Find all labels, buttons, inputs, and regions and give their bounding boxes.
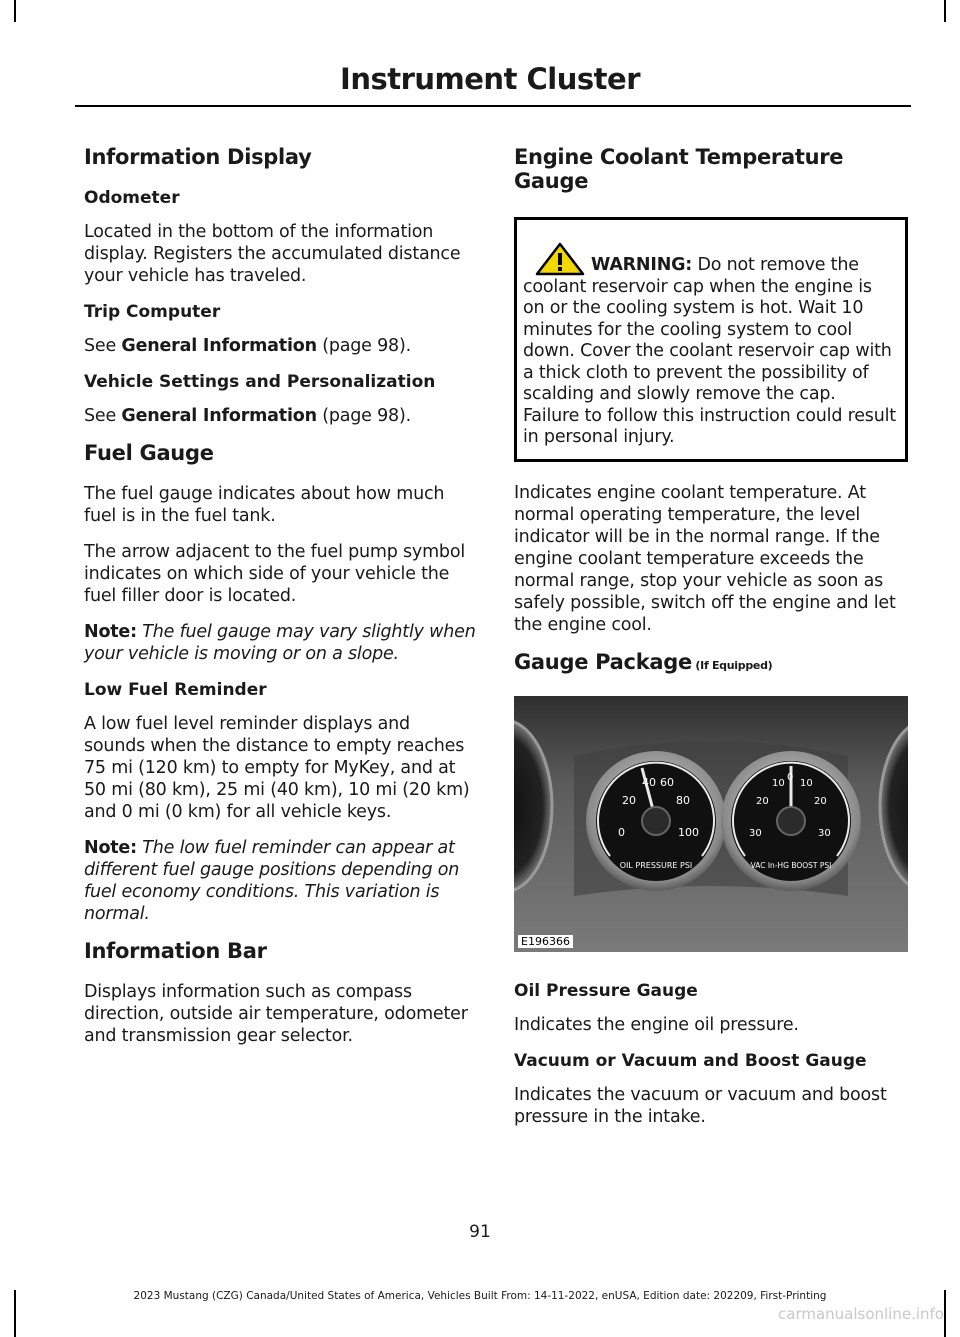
svg-text:60: 60 bbox=[660, 775, 674, 789]
gauge-illustration bbox=[514, 696, 908, 952]
low-fuel-note: Note: The low fuel reminder can appear at different fuel gauge positions depending on fuel economy conditions. This variation is normal. bbox=[84, 838, 460, 924]
information-bar-text: Displays information such as compass direction, outside air temperature, odometer and transmission gear selector. bbox=[84, 982, 468, 1046]
subheading-vehicle-settings: Vehicle Settings and Personalization bbox=[84, 372, 436, 392]
svg-text:30: 30 bbox=[818, 827, 831, 839]
warning-label: WARNING: bbox=[591, 255, 693, 275]
crop-mark bbox=[944, 0, 946, 22]
low-fuel-text: A low fuel level reminder displays and sounds when the distance to empty reaches 75 mi (120 km) to empty for MyKey, and at 50 mi (80 km), 25 mi (40 km), 10 mi (20 km) and 0 mi (0 km) for all vehicle keys. bbox=[84, 714, 470, 822]
odometer-text: Located in the bottom of the information display. Registers the accumulated distance your vehicle has traveled. bbox=[84, 222, 461, 286]
left-column bbox=[84, 145, 476, 1061]
svg-text:0: 0 bbox=[618, 825, 625, 839]
footer-edition: 2023 Mustang (CZG) Canada/United States of America, Vehicles Built From: 14-11-2022, enUSA, Edition date: 202209, First-Printing bbox=[133, 1290, 827, 1302]
fuel-gauge-note: Note: The fuel gauge may vary slightly when your vehicle is moving or on a slope. bbox=[84, 622, 476, 664]
right-column bbox=[514, 145, 908, 1142]
warning-triangle-icon bbox=[535, 242, 585, 276]
page-title: Instrument Cluster bbox=[340, 62, 640, 96]
section-heading-information-bar: Information Bar bbox=[84, 939, 267, 963]
svg-text:100: 100 bbox=[678, 825, 699, 839]
section-heading-coolant-gauge: Engine Coolant Temperature Gauge bbox=[514, 145, 844, 193]
section-heading-information-display: Information Display bbox=[84, 145, 312, 169]
link-general-information[interactable]: General Information bbox=[121, 406, 317, 426]
warning-box bbox=[514, 217, 908, 462]
watermark: carmanualsonline.info bbox=[778, 1305, 944, 1323]
svg-text:0: 0 bbox=[787, 771, 794, 783]
vacuum-boost-text: Indicates the vacuum or vacuum and boost pressure in the intake. bbox=[514, 1084, 887, 1127]
subheading-low-fuel-reminder: Low Fuel Reminder bbox=[84, 680, 267, 700]
svg-text:80: 80 bbox=[676, 793, 690, 807]
header-divider bbox=[75, 105, 911, 107]
vehicle-settings-ref: See General Information (page 98). bbox=[84, 406, 411, 426]
svg-text:20: 20 bbox=[756, 795, 769, 807]
svg-text:10: 10 bbox=[772, 777, 785, 789]
warning-text: Do not remove the coolant reservoir cap when the engine is on or the cooling system is hot. Wait 10 minutes for the cooling system to cool down. Cover the coolant reservoir cap with a thick cloth to prevent the possibility of scalding and slowly remove the cap. Failure to follow this instruction could result in personal injury. bbox=[523, 255, 896, 447]
svg-text:40: 40 bbox=[642, 775, 656, 789]
crop-mark bbox=[944, 1290, 946, 1337]
section-heading-fuel-gauge: Fuel Gauge bbox=[84, 441, 214, 465]
subheading-vacuum-boost: Vacuum or Vacuum and Boost Gauge bbox=[514, 1050, 867, 1071]
svg-text:VAC In-HG BOOST PSI: VAC In-HG BOOST PSI bbox=[750, 860, 832, 870]
subheading-trip-computer: Trip Computer bbox=[84, 302, 221, 322]
coolant-text: Indicates engine coolant temperature. At normal operating temperature, the level indicator will be in the normal range. If the engine coolant temperature exceeds the normal range, stop your vehicle as soon as safely possible, switch off the engine and let the engine cool. bbox=[514, 482, 896, 635]
crop-mark bbox=[14, 1290, 16, 1337]
svg-text:OIL PRESSURE PSI: OIL PRESSURE PSI bbox=[619, 860, 693, 870]
svg-text:20: 20 bbox=[814, 795, 827, 807]
subheading-odometer: Odometer bbox=[84, 188, 180, 208]
fuel-gauge-text-1: The fuel gauge indicates about how much fuel is in the fuel tank. bbox=[84, 484, 445, 526]
subheading-oil-pressure: Oil Pressure Gauge bbox=[514, 980, 698, 1001]
gauge-package-image bbox=[514, 696, 908, 952]
crop-mark bbox=[14, 0, 16, 22]
page-number: 91 bbox=[469, 1222, 491, 1242]
oil-pressure-text: Indicates the engine oil pressure. bbox=[514, 1014, 799, 1035]
svg-text:30: 30 bbox=[749, 827, 762, 839]
link-general-information[interactable]: General Information bbox=[121, 336, 317, 356]
fuel-gauge-text-2: The arrow adjacent to the fuel pump symbol indicates on which side of your vehicle the fuel filler door is located. bbox=[84, 542, 466, 606]
image-code: E196366 bbox=[518, 935, 573, 948]
trip-computer-ref: See General Information (page 98). bbox=[84, 336, 411, 356]
svg-text:20: 20 bbox=[622, 793, 636, 807]
section-heading-gauge-package: Gauge Package (If Equipped) bbox=[514, 649, 773, 674]
svg-text:10: 10 bbox=[800, 777, 813, 789]
